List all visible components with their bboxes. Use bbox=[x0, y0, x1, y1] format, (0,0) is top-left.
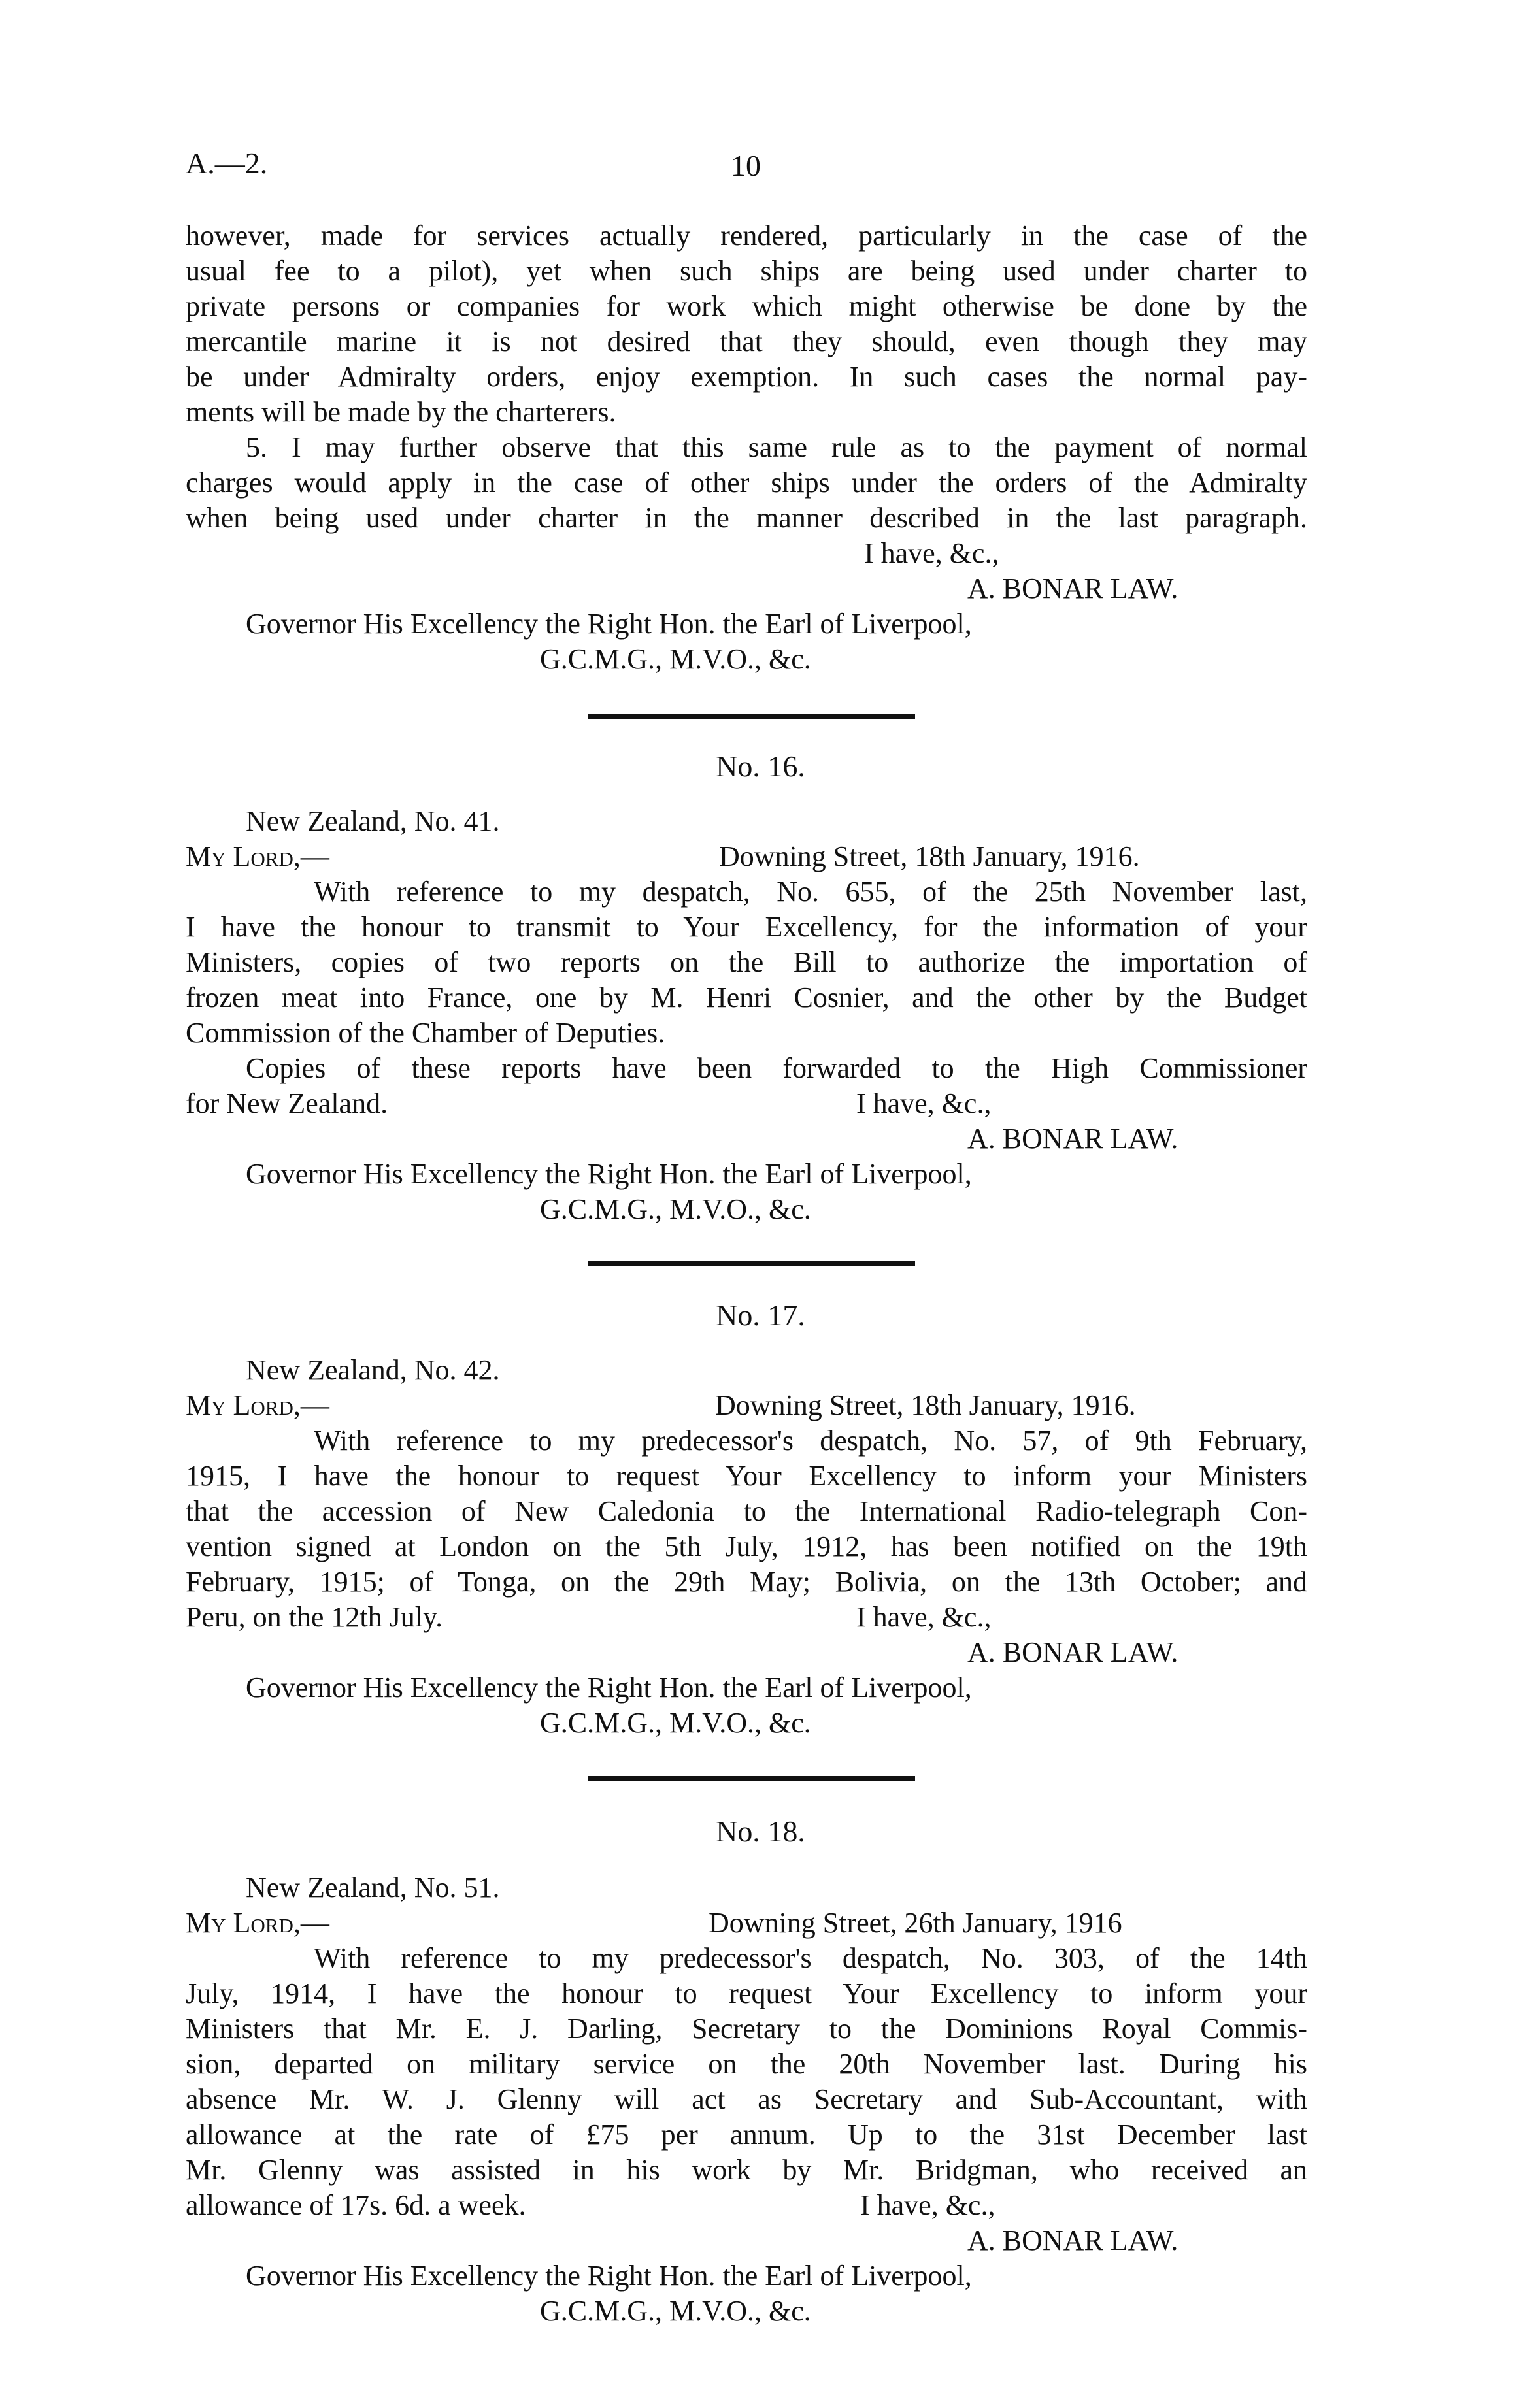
honours: G.C.M.G., M.V.O., &c. bbox=[540, 1193, 811, 1225]
addressee: Governor His Excellency the Right Hon. the Earl of Liverpool, bbox=[246, 1158, 972, 1190]
addressee: Governor His Excellency the Right Hon. the Earl of Liverpool, bbox=[246, 608, 972, 640]
text-line: Ministers, copies of two reports on the Bill to authorize the importation of bbox=[186, 946, 1307, 978]
closing: I have, &c., bbox=[860, 2189, 995, 2221]
text-line: Commission of the Chamber of Deputies. bbox=[186, 1017, 665, 1049]
text-line: Ministers that Mr. E. J. Darling, Secretary to the Dominions Royal Commis- bbox=[186, 2013, 1307, 2045]
honours: G.C.M.G., M.V.O., &c. bbox=[540, 643, 811, 675]
text-line: With reference to my despatch, No. 655, of the 25th November last, bbox=[314, 876, 1307, 908]
signature: A. BONAR LAW. bbox=[967, 1123, 1178, 1155]
text-line: I have the honour to transmit to Your Excellency, for the information of your bbox=[186, 911, 1307, 943]
closing: I have, &c., bbox=[856, 1601, 992, 1633]
salutation: My Lord,— bbox=[186, 840, 329, 872]
text-line: charges would apply in the case of other ships under the orders of the Admiralty bbox=[186, 467, 1307, 499]
text-line: absence Mr. W. J. Glenny will act as Secretary and Sub-Accountant, with bbox=[186, 2083, 1307, 2115]
text-line: With reference to my predecessor's despatch, No. 57, of 9th February, bbox=[314, 1425, 1307, 1457]
text-line: 1915, I have the honour to request Your Excellency to inform your Ministers bbox=[186, 1460, 1307, 1492]
text-line: Peru, on the 12th July. bbox=[186, 1601, 443, 1633]
text-line: allowance of 17s. 6d. a week. bbox=[186, 2189, 526, 2221]
section-divider bbox=[588, 1776, 915, 1781]
section-number: No. 16. bbox=[716, 750, 805, 783]
text-line: sion, departed on military service on the 20th November last. During his bbox=[186, 2048, 1307, 2080]
section-number: No. 17. bbox=[716, 1298, 805, 1332]
signature: A. BONAR LAW. bbox=[967, 1636, 1178, 1668]
salutation: My Lord,— bbox=[186, 1907, 329, 1939]
text-line: when being used under charter in the manner described in the last paragraph. bbox=[186, 502, 1307, 534]
addressee: Governor His Excellency the Right Hon. the Earl of Liverpool, bbox=[246, 1672, 972, 1704]
place-date: Downing Street, 18th January, 1916. bbox=[715, 1389, 1136, 1421]
addressee: Governor His Excellency the Right Hon. the Earl of Liverpool, bbox=[246, 2260, 972, 2292]
text-line: be under Admiralty orders, enjoy exemption. In such cases the normal pay- bbox=[186, 361, 1307, 393]
text-line: July, 1914, I have the honour to request Your Excellency to inform your bbox=[186, 1977, 1307, 2009]
text-line: however, made for services actually rendered, particularly in the case of the bbox=[186, 220, 1307, 252]
closing: I have, &c., bbox=[856, 1087, 992, 1119]
honours: G.C.M.G., M.V.O., &c. bbox=[540, 2295, 811, 2327]
text-line: Mr. Glenny was assisted in his work by Mr. Bridgman, who received an bbox=[186, 2154, 1307, 2186]
section-number: No. 18. bbox=[716, 1815, 805, 1848]
signature: A. BONAR LAW. bbox=[967, 2224, 1178, 2256]
page-number: 10 bbox=[731, 149, 761, 182]
place-date: Downing Street, 26th January, 1916 bbox=[709, 1907, 1122, 1939]
despatch-reference: New Zealand, No. 42. bbox=[246, 1354, 500, 1386]
signature: A. BONAR LAW. bbox=[967, 572, 1178, 604]
text-line: Copies of these reports have been forwarded to the High Commissioner bbox=[246, 1052, 1307, 1084]
text-line: mercantile marine it is not desired that they should, even though they may bbox=[186, 325, 1307, 357]
despatch-reference: New Zealand, No. 51. bbox=[246, 1872, 500, 1904]
text-line: allowance at the rate of £75 per annum. Up to the 31st December last bbox=[186, 2119, 1307, 2151]
closing: I have, &c., bbox=[864, 537, 999, 569]
document-reference: A.—2. bbox=[186, 146, 268, 180]
text-line: 5. I may further observe that this same rule as to the payment of normal bbox=[246, 431, 1307, 463]
text-line: vention signed at London on the 5th July, 1912, has been notified on the 19th bbox=[186, 1530, 1307, 1562]
honours: G.C.M.G., M.V.O., &c. bbox=[540, 1707, 811, 1739]
place-date: Downing Street, 18th January, 1916. bbox=[719, 840, 1140, 872]
text-line: February, 1915; of Tonga, on the 29th May; Bolivia, on the 13th October; and bbox=[186, 1566, 1307, 1598]
section-divider bbox=[588, 714, 915, 719]
salutation: My Lord,— bbox=[186, 1389, 329, 1421]
text-line: usual fee to a pilot), yet when such ships are being used under charter to bbox=[186, 255, 1307, 287]
section-divider bbox=[588, 1261, 915, 1266]
text-line: frozen meat into France, one by M. Henri Cosnier, and the other by the Budget bbox=[186, 981, 1307, 1014]
text-line: that the accession of New Caledonia to the International Radio-telegraph Con- bbox=[186, 1495, 1307, 1527]
text-line: With reference to my predecessor's despatch, No. 303, of the 14th bbox=[314, 1942, 1307, 1974]
despatch-reference: New Zealand, No. 41. bbox=[246, 805, 500, 837]
text-line: for New Zealand. bbox=[186, 1087, 388, 1119]
text-line: ments will be made by the charterers. bbox=[186, 396, 616, 428]
text-line: private persons or companies for work which might otherwise be done by the bbox=[186, 290, 1307, 322]
